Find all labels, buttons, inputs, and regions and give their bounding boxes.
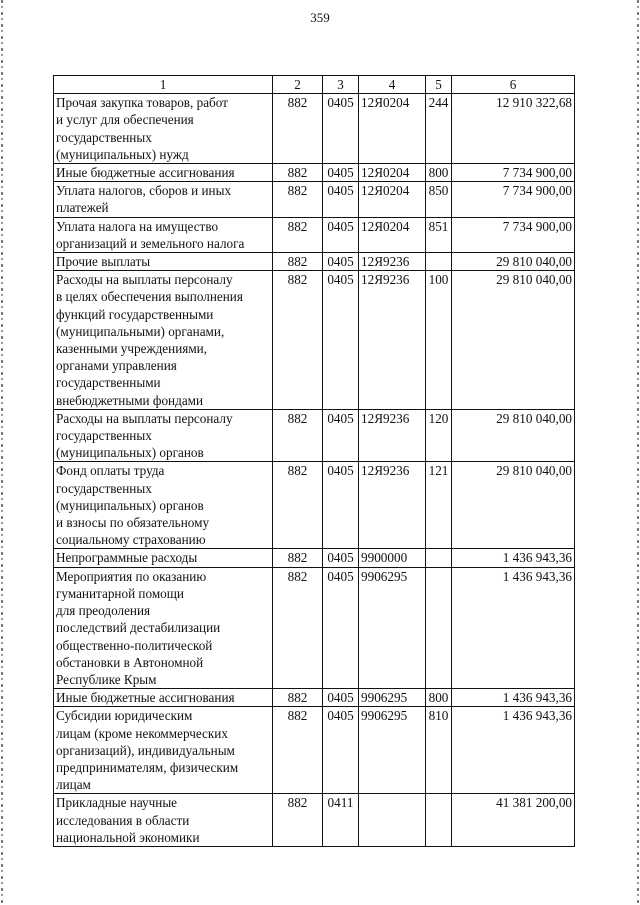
row-amount-cell: 12 910 322,68 bbox=[452, 94, 575, 164]
row-amount-cell: 7 734 900,00 bbox=[452, 164, 575, 182]
row-section-cell: 0405 bbox=[323, 689, 359, 707]
table-row bbox=[54, 567, 575, 688]
row-name-text: Непрограммные расходы bbox=[56, 550, 198, 566]
row-grbs-cell: 882 bbox=[273, 707, 323, 794]
header-cell-4: 4 bbox=[359, 76, 426, 94]
table-row bbox=[54, 409, 575, 462]
table-row bbox=[54, 462, 575, 549]
row-section-cell: 0405 bbox=[323, 253, 359, 271]
row-amount-cell: 29 810 040,00 bbox=[452, 271, 575, 410]
row-name-text: Иные бюджетные ассигнования bbox=[56, 690, 235, 706]
row-target-article-cell: 9906295 bbox=[359, 707, 426, 794]
row-name-cell bbox=[54, 94, 273, 164]
row-amount-cell: 1 436 943,36 bbox=[452, 567, 575, 688]
row-grbs-cell: 882 bbox=[273, 689, 323, 707]
row-target-article-cell: 12Я0204 bbox=[359, 94, 426, 164]
row-grbs-cell: 882 bbox=[273, 794, 323, 847]
row-target-article-cell: 9906295 bbox=[359, 567, 426, 688]
row-section-cell: 0405 bbox=[323, 182, 359, 217]
row-amount-cell: 29 810 040,00 bbox=[452, 253, 575, 271]
row-expense-type-cell: 244 bbox=[426, 94, 452, 164]
row-expense-type-cell bbox=[426, 253, 452, 271]
row-name-cell bbox=[54, 217, 273, 252]
row-expense-type-cell: 851 bbox=[426, 217, 452, 252]
row-name-text: Прикладные научные исследования в области национальной экономики bbox=[56, 795, 200, 845]
table-row bbox=[54, 707, 575, 794]
row-target-article-cell: 12Я9236 bbox=[359, 462, 426, 549]
row-name-text: Расходы на выплаты персоналу в целях обеспечения выполнения функций государственными (муниципальными) органами, казенными учреждениями, органами управления государственными внебюджетными фондами bbox=[56, 272, 243, 408]
row-grbs-cell: 882 bbox=[273, 182, 323, 217]
row-section-cell: 0405 bbox=[323, 164, 359, 182]
row-grbs-cell: 882 bbox=[273, 462, 323, 549]
row-name-text: Мероприятия по оказанию гуманитарной помощи для преодоления последствий дестабилизации общественно-политической обстановки в Автономной Республике Крым bbox=[56, 568, 221, 687]
row-target-article-cell: 12Я0204 bbox=[359, 164, 426, 182]
row-name-text: Субсидии юридическим лицам (кроме некоммерческих организаций), индивидуальным предпринимателям, физическим лицам bbox=[56, 708, 239, 793]
row-name-cell bbox=[54, 253, 273, 271]
row-grbs-cell: 882 bbox=[273, 217, 323, 252]
row-amount-cell: 1 436 943,36 bbox=[452, 689, 575, 707]
row-grbs-cell: 882 bbox=[273, 94, 323, 164]
row-name-cell bbox=[54, 689, 273, 707]
table-row bbox=[54, 271, 575, 410]
row-section-cell: 0405 bbox=[323, 271, 359, 410]
table-body bbox=[54, 76, 575, 847]
row-section-cell: 0405 bbox=[323, 94, 359, 164]
row-target-article-cell: 9900000 bbox=[359, 549, 426, 567]
row-name-text: Иные бюджетные ассигнования bbox=[56, 165, 235, 181]
row-name-cell bbox=[54, 409, 273, 462]
table-row bbox=[54, 794, 575, 847]
table-row bbox=[54, 549, 575, 567]
row-target-article-cell bbox=[359, 794, 426, 847]
row-expense-type-cell: 800 bbox=[426, 164, 452, 182]
row-amount-cell: 1 436 943,36 bbox=[452, 549, 575, 567]
row-expense-type-cell: 850 bbox=[426, 182, 452, 217]
row-name-text: Прочая закупка товаров, работ и услуг для обеспечения государственных (муниципальных) нужд bbox=[56, 95, 228, 162]
row-expense-type-cell: 120 bbox=[426, 409, 452, 462]
row-amount-cell: 7 734 900,00 bbox=[452, 217, 575, 252]
row-section-cell: 0405 bbox=[323, 409, 359, 462]
row-name-text: Уплата налогов, сборов и иных платежей bbox=[56, 183, 232, 216]
table-row bbox=[54, 182, 575, 217]
row-amount-cell: 29 810 040,00 bbox=[452, 409, 575, 462]
row-target-article-cell: 12Я0204 bbox=[359, 217, 426, 252]
row-name-text: Фонд оплаты труда государственных (муниципальных) органов и взносы по обязательному социальному страхованию bbox=[56, 463, 210, 548]
row-name-text: Расходы на выплаты персоналу государственных (муниципальных) органов bbox=[56, 410, 233, 461]
row-grbs-cell: 882 bbox=[273, 271, 323, 410]
table-row bbox=[54, 689, 575, 707]
row-name-text: Прочие выплаты bbox=[56, 254, 151, 270]
row-name-cell bbox=[54, 182, 273, 217]
row-section-cell: 0405 bbox=[323, 549, 359, 567]
table-row bbox=[54, 253, 575, 271]
row-amount-cell: 1 436 943,36 bbox=[452, 707, 575, 794]
row-name-cell bbox=[54, 567, 273, 688]
row-target-article-cell: 9906295 bbox=[359, 689, 426, 707]
header-cell-1: 1 bbox=[54, 76, 273, 94]
row-target-article-cell: 12Я9236 bbox=[359, 253, 426, 271]
row-expense-type-cell: 810 bbox=[426, 707, 452, 794]
row-name-cell bbox=[54, 707, 273, 794]
row-expense-type-cell: 800 bbox=[426, 689, 452, 707]
row-name-text: Уплата налога на имущество организаций и земельного налога bbox=[56, 218, 245, 251]
row-expense-type-cell: 100 bbox=[426, 271, 452, 410]
row-section-cell: 0405 bbox=[323, 707, 359, 794]
header-cell-6: 6 bbox=[452, 76, 575, 94]
scan-edge-right bbox=[637, 0, 639, 905]
header-cell-3: 3 bbox=[323, 76, 359, 94]
page-number: 359 bbox=[310, 10, 330, 25]
row-name-cell bbox=[54, 549, 273, 567]
row-grbs-cell: 882 bbox=[273, 409, 323, 462]
header-row bbox=[54, 76, 575, 94]
row-expense-type-cell bbox=[426, 794, 452, 847]
row-grbs-cell: 882 bbox=[273, 549, 323, 567]
row-name-cell bbox=[54, 271, 273, 410]
header-cell-5: 5 bbox=[426, 76, 452, 94]
row-target-article-cell: 12Я0204 bbox=[359, 182, 426, 217]
row-amount-cell: 29 810 040,00 bbox=[452, 462, 575, 549]
row-section-cell: 0411 bbox=[323, 794, 359, 847]
row-grbs-cell: 882 bbox=[273, 253, 323, 271]
row-expense-type-cell bbox=[426, 567, 452, 688]
row-expense-type-cell bbox=[426, 549, 452, 567]
row-grbs-cell: 882 bbox=[273, 567, 323, 688]
table-row bbox=[54, 94, 575, 164]
row-section-cell: 0405 bbox=[323, 567, 359, 688]
header-cell-2: 2 bbox=[273, 76, 323, 94]
row-name-cell bbox=[54, 164, 273, 182]
row-target-article-cell: 12Я9236 bbox=[359, 409, 426, 462]
row-section-cell: 0405 bbox=[323, 462, 359, 549]
row-amount-cell: 41 381 200,00 bbox=[452, 794, 575, 847]
row-name-cell bbox=[54, 794, 273, 847]
row-section-cell: 0405 bbox=[323, 217, 359, 252]
row-name-cell bbox=[54, 462, 273, 549]
row-amount-cell: 7 734 900,00 bbox=[452, 182, 575, 217]
scan-edge-left bbox=[1, 0, 3, 905]
table-row bbox=[54, 164, 575, 182]
row-expense-type-cell: 121 bbox=[426, 462, 452, 549]
budget-table bbox=[53, 75, 575, 847]
table-row bbox=[54, 217, 575, 252]
row-grbs-cell: 882 bbox=[273, 164, 323, 182]
row-target-article-cell: 12Я9236 bbox=[359, 271, 426, 410]
